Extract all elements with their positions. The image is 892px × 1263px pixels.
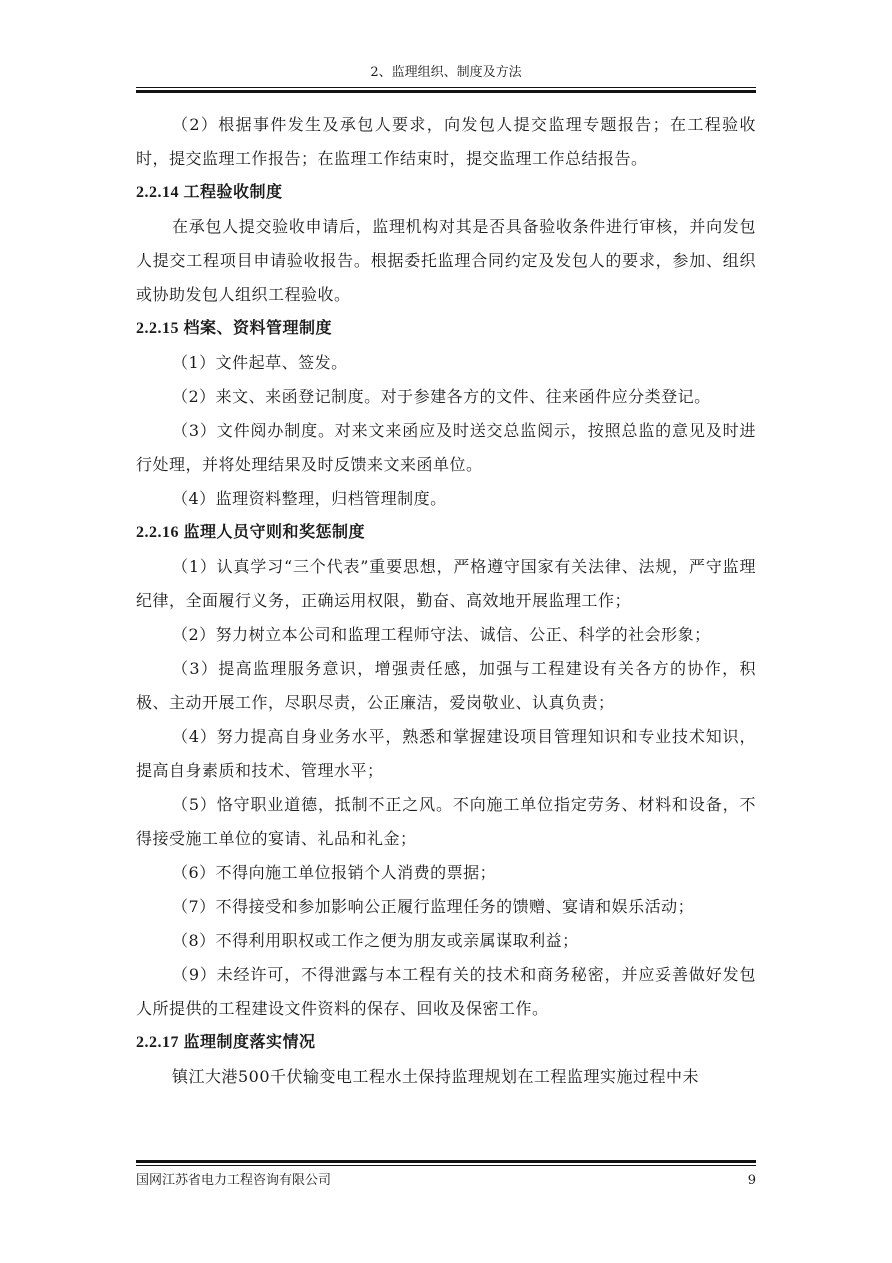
paragraph: （2）来文、来函登记制度。对于参建各方的文件、往来函件应分类登记。 [172,387,711,406]
paragraph: （4）努力提高自身业务水平，熟悉和掌握建设项目管理知识和专业技术知识，提高自身素质和技术、管理水平； [136,727,756,780]
paragraph: （5）恪守职业道德，抵制不正之风。不向施工单位指定劳务、材料和设备，不得接受施工单位的宴请、礼品和礼金； [136,795,756,848]
paragraph: （6）不得向施工单位报销个人消费的票据； [172,863,497,882]
section-heading: 2.2.17 监理制度落实情况 [136,1034,316,1051]
paragraph: （1）认真学习“三个代表”重要思想，严格遵守国家有关法律、法规，严守监理纪律，全面履行义务，正确运用权限，勤奋、高效地开展监理工作； [136,557,756,610]
paragraph: （2）根据事件发生及承包人要求，向发包人提交监理专题报告；在工程验收时，提交监理工作报告；在监理工作结束时，提交监理工作总结报告。 [136,115,756,168]
paragraph: （8）不得利用职权或工作之便为朋友或亲属谋取利益； [172,931,579,950]
paragraph: （3）文件阅办制度。对来文来函应及时送交总监阅示，按照总监的意见及时进行处理，并将处理结果及时反馈来文来函单位。 [136,421,756,474]
paragraph: （7）不得接受和参加影响公正履行监理任务的馈赠、宴请和娱乐活动； [172,897,695,916]
footer-rule-thick [136,1160,756,1163]
paragraph: 镇江大港500千伏输变电工程水土保持监理规划在工程监理实施过程中未 [172,1067,700,1086]
paragraph: （4）监理资料整理，归档管理制度。 [172,489,447,508]
header-rule-thick [136,90,756,93]
footer-company: 国网江苏省电力工程咨询有限公司 [136,1173,332,1188]
header-title: 2、监理组织、制度及方法 [370,65,522,80]
section-heading: 2.2.14 工程验收制度 [136,184,283,201]
section-heading: 2.2.15 档案、资料管理制度 [136,320,333,337]
page-number: 9 [747,1173,756,1188]
header-rule-thin [136,87,756,88]
section-heading: 2.2.16 监理人员守则和奖惩制度 [136,524,366,541]
paragraph: 在承包人提交验收申请后，监理机构对其是否具备验收条件进行审核，并向发包人提交工程项目申请验收报告。根据委托监理合同约定及发包人的要求，参加、组织或协助发包人组织工程验收。 [136,217,756,304]
paragraph: （9）未经许可，不得泄露与本工程有关的技术和商务秘密，并应妥善做好发包人所提供的工程建设文件资料的保存、回收及保密工作。 [136,965,756,1018]
footer-rule-thin [136,1165,756,1166]
paragraph: （3）提高监理服务意识，增强责任感，加强与工程建设有关各方的协作，积极、主动开展工作，尽职尽责，公正廉洁，爱岗敬业、认真负责； [136,659,756,712]
paragraph: （1）文件起草、签发。 [172,353,348,372]
document-body [136,108,756,1094]
paragraph: （2）努力树立本公司和监理工程师守法、诚信、公正、科学的社会形象； [172,625,711,644]
